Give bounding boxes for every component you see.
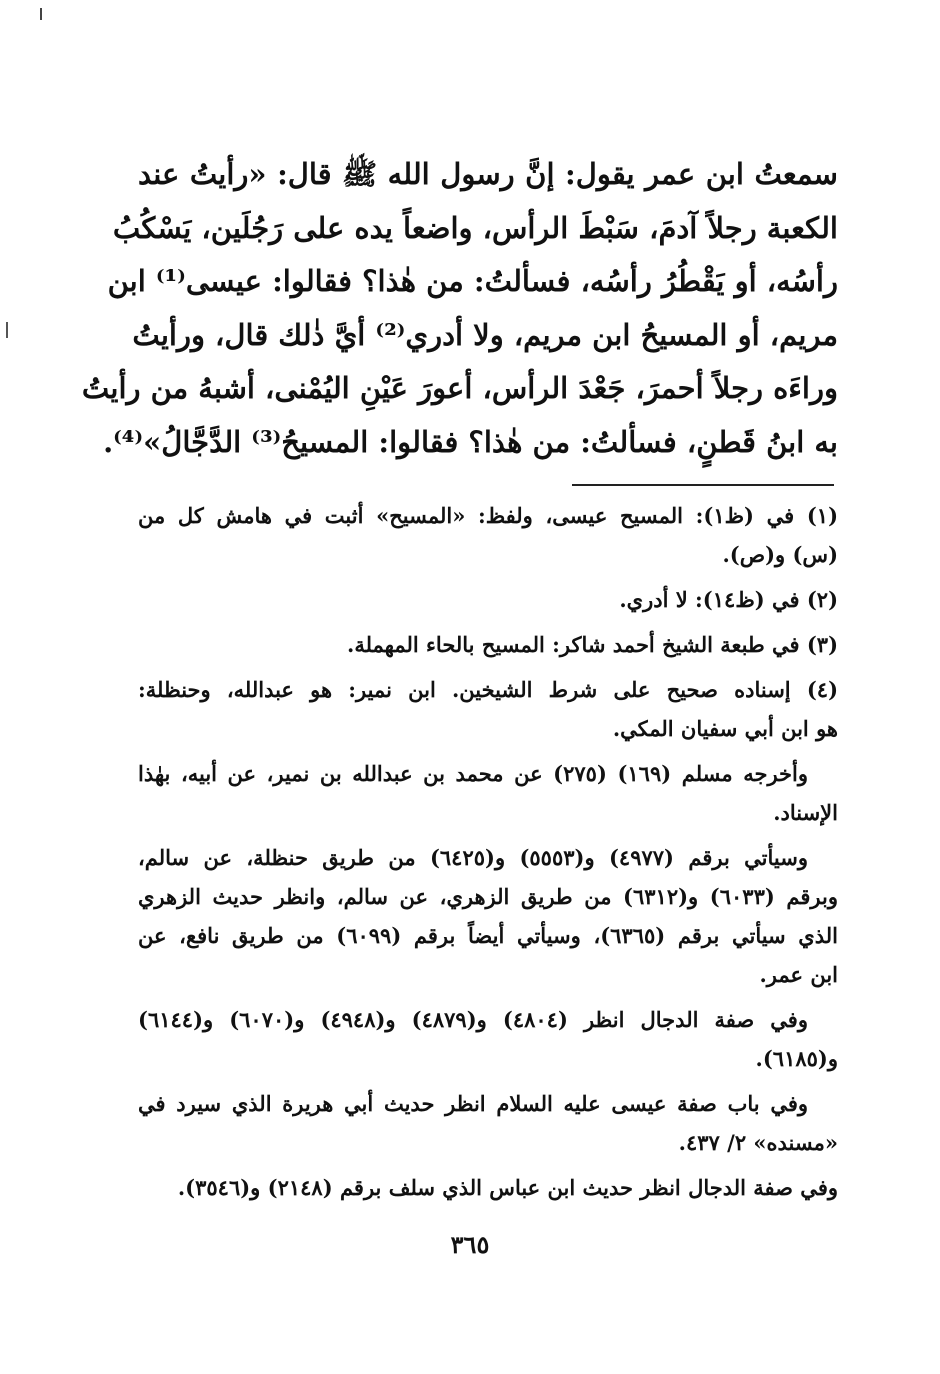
scan-mark-side	[6, 322, 8, 338]
footnote-ibn-abbas-refs	[138, 1168, 838, 1207]
hadith-line: مريم، أو المسيحُ ابن مريم، ولا أدري⁽²⁾ أيَّ ذٰلك قال، ورأيتُ	[132, 317, 838, 352]
footnote-line: (س) و(ص).	[722, 542, 838, 567]
hadith-line: رأسُه، أو يَقْطُرُ رأسُه، فسألتُ: من هٰذا؟ فقالوا: عيسى⁽¹⁾ ابن	[107, 264, 838, 298]
footnote-line: هو ابن أبي سفيان المكي.	[612, 716, 838, 741]
footnote-isa-refs	[138, 1084, 838, 1162]
footnote-line: وأخرجه مسلم (١٦٩) (٢٧٥) عن محمد بن عبدالله بن نمير، عن أبيه، بهٰذا	[138, 761, 808, 786]
footnote-line: وفي باب صفة عيسى عليه السلام انظر حديث أبي هريرة الذي سيرد في	[138, 1091, 808, 1116]
hadith-line: سمعتُ ابن عمر يقول: إنَّ رسول الله ﷺ قال: «رأيتُ عند	[138, 157, 838, 191]
footnote-takhrij-muslim	[138, 754, 838, 832]
scan-mark	[40, 8, 42, 20]
footnote-line: وفي صفة الدجال انظر حديث ابن عباس الذي سلف برقم (٢١٤٨) و(٣٥٤٦).	[177, 1175, 838, 1200]
hadith-line: وراءَه رجلاً أحمرَ، جَعْدَ الرأس، أعورَ عَيْنِ اليُمْنى، أشبهُ من رأيتُ	[81, 371, 838, 405]
footnote-line: (٢) في (ظ١٤): لا أدري.	[619, 587, 838, 612]
footnote-line: وفي صفة الدجال انظر (٤٨٠٤) و(٤٨٧٩) و(٤٩٤٨) و(٦٠٧٠) و(٦١٤٤)	[138, 1007, 808, 1032]
footnote-line: «مسنده» ٢/ ٤٣٧.	[678, 1130, 838, 1155]
footnote-4	[138, 670, 838, 748]
hadith-text	[81, 148, 838, 469]
footnote-line: (٣) في طبعة الشيخ أحمد شاكر: المسيح بالحاء المهملة.	[347, 632, 838, 657]
footnote-line: ابن عمر.	[759, 962, 838, 987]
footnote-divider	[572, 484, 834, 486]
hadith-line: الكعبة رجلاً آدمَ، سَبْطَ الرأس، واضعاً يده على رَجُلَين، يَسْكُبُ	[112, 210, 838, 245]
footnote-1	[138, 496, 838, 574]
footnote-takhrij-forward	[138, 838, 838, 994]
footnote-line: (١) في (ظ١): المسيح عيسى، ولفظ: «المسيح» أثبت في هامش كل من	[138, 503, 838, 528]
footnote-line: وسيأتي برقم (٤٩٧٧) و(٥٥٥٣) و(٦٤٢٥) من طريق حنظلة، عن سالم،	[138, 845, 808, 870]
footnotes	[138, 496, 838, 1213]
footnote-3	[138, 625, 838, 664]
footnote-line: الإسناد.	[773, 800, 838, 825]
hadith-line: به ابنُ قَطنٍ، فسألتُ: من هٰذا؟ فقالوا: المسيحُ⁽³⁾ الدَّجَّالُ»⁽⁴⁾.	[103, 424, 838, 459]
footnote-dajjal-refs	[138, 1000, 838, 1078]
footnote-line: (٤) إسناده صحيح على شرط الشيخين. ابن نمير: هو عبدالله، وحنظلة:	[138, 677, 838, 702]
footnote-line: و(٦١٨٥).	[755, 1046, 838, 1071]
footnote-2	[138, 580, 838, 619]
page-number: ٣٦٥	[450, 1230, 490, 1259]
footnote-line: وبرقم (٦٠٣٣) و(٦٣١٢) من طريق الزهري، عن سالم، وانظر حديث الزهري	[138, 884, 838, 909]
footnote-line: الذي سيأتي برقم (٦٣٦٥)، وسيأتي أيضاً برقم (٦٠٩٩) من طريق نافع، عن	[138, 923, 838, 948]
